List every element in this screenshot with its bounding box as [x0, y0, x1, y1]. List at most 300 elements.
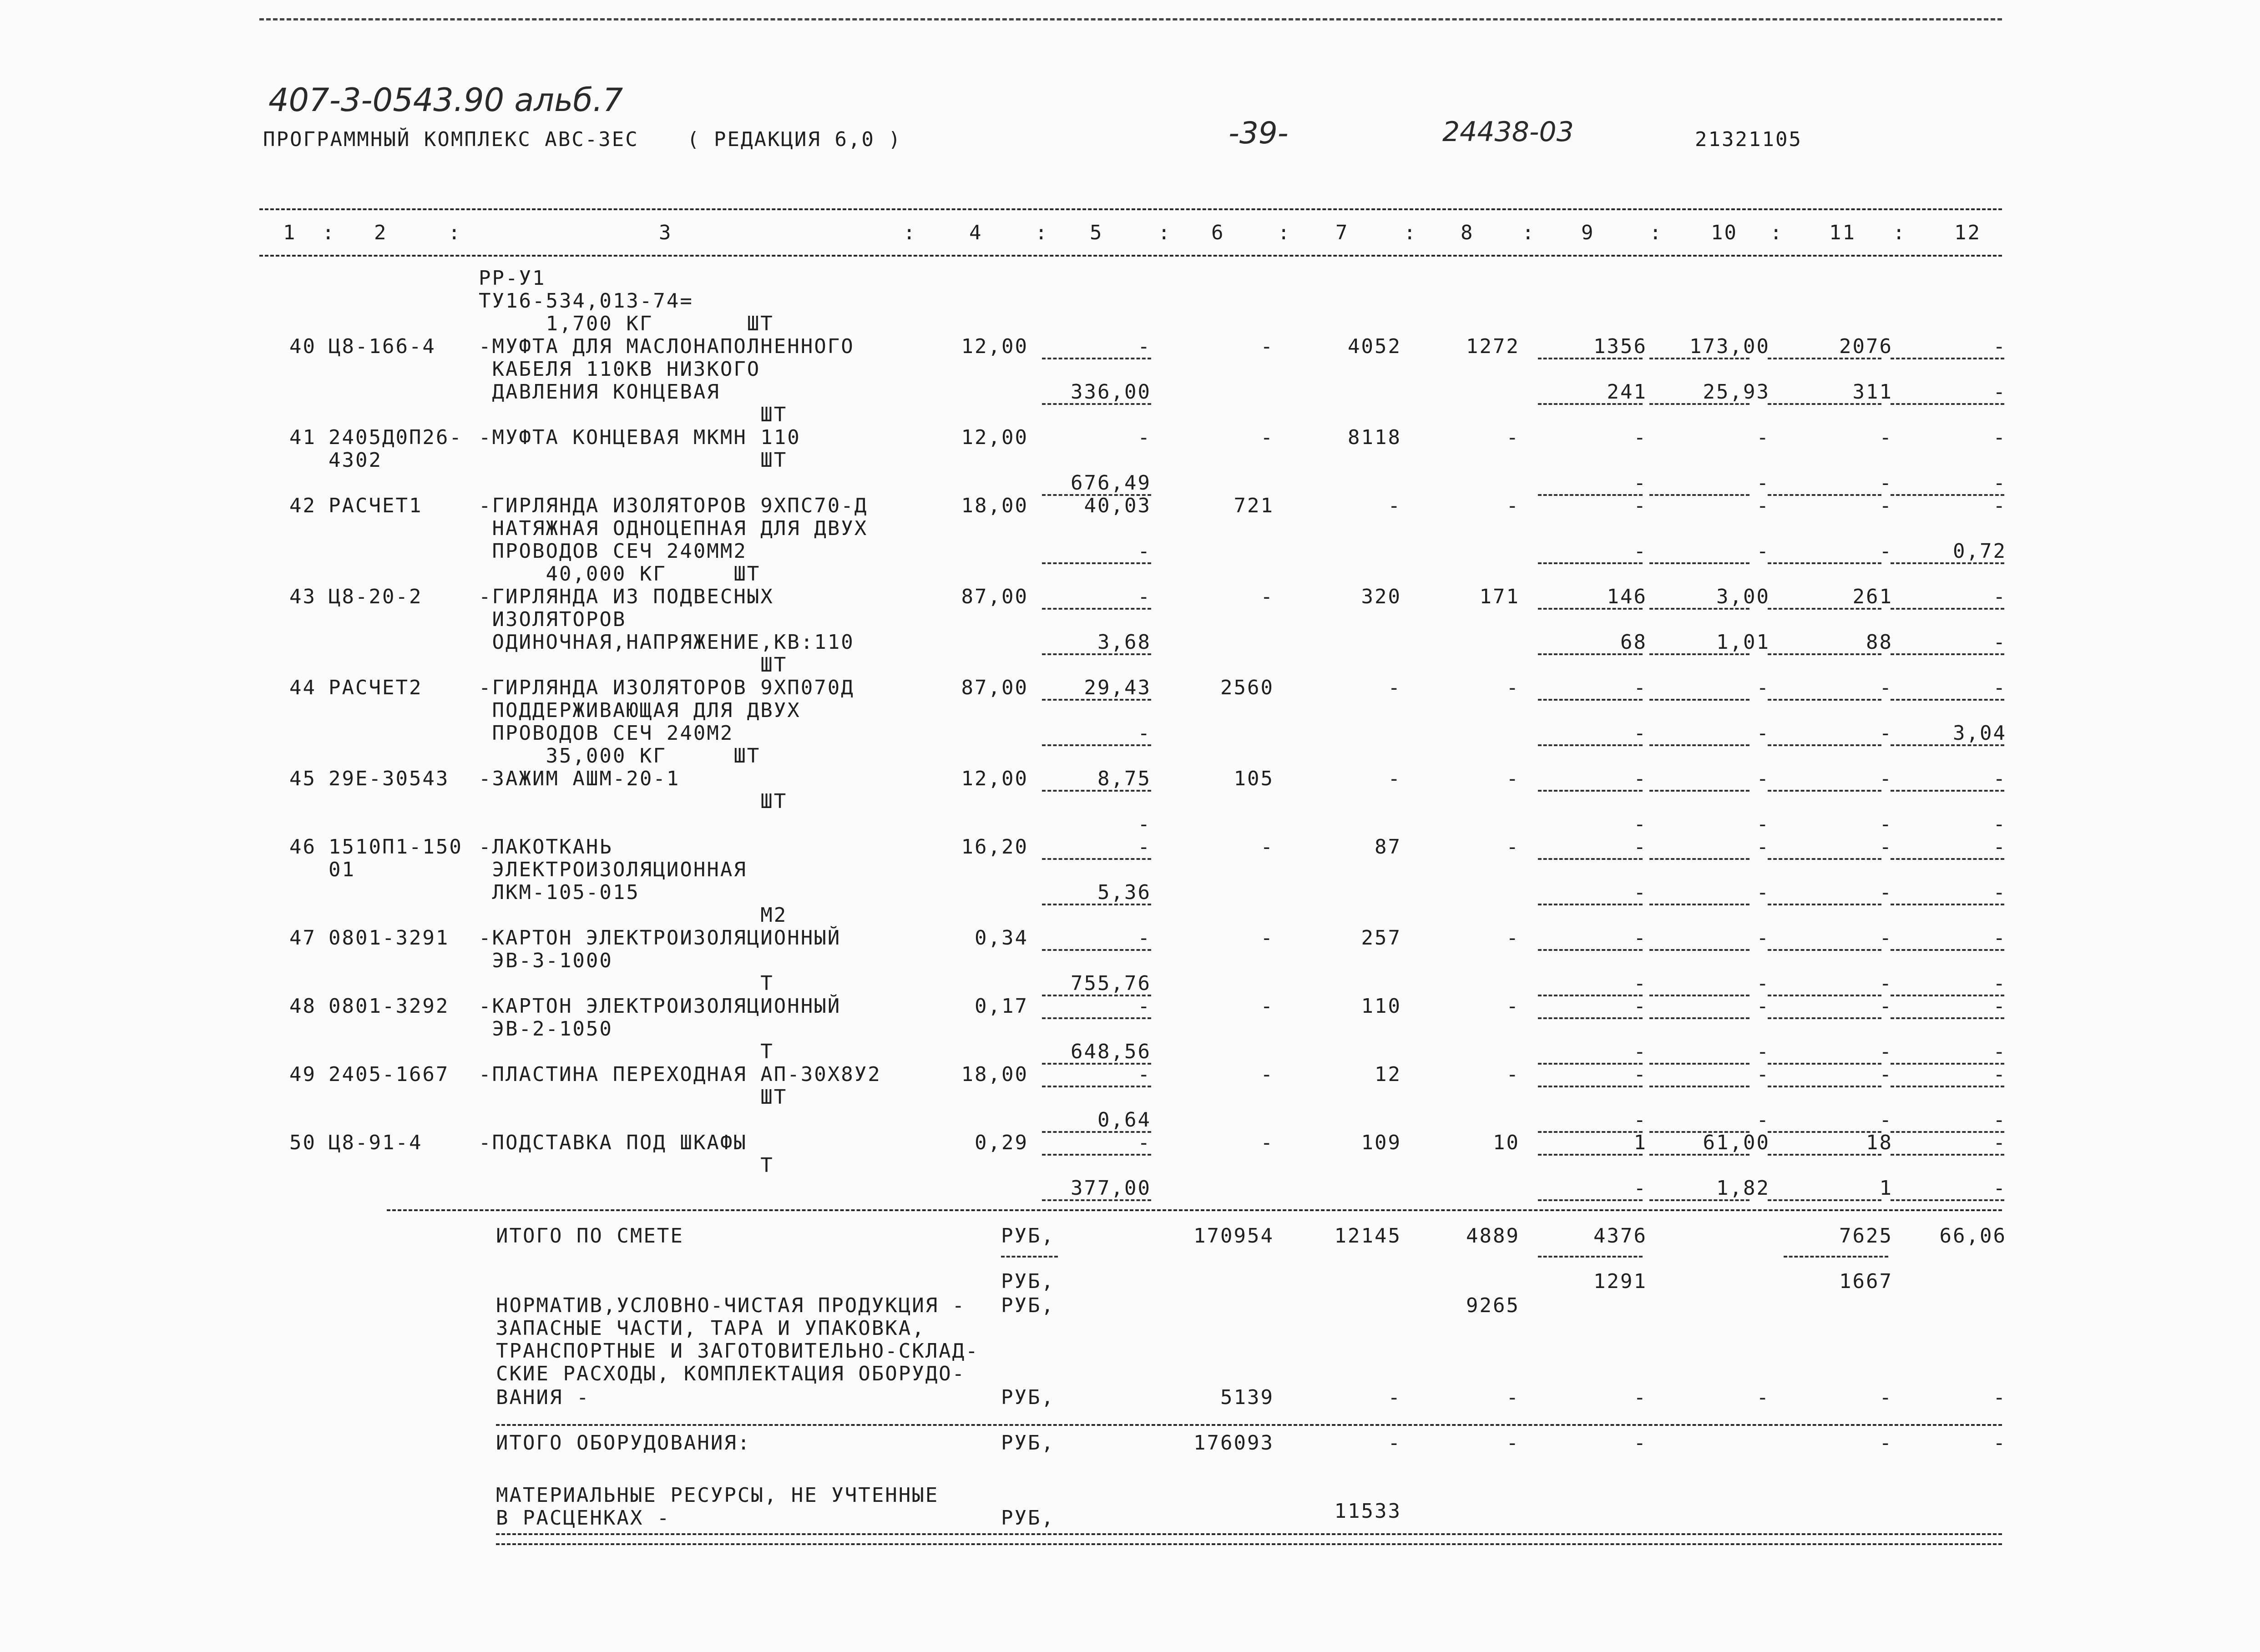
dash-col8: -: [1506, 1431, 1520, 1455]
materials-col7: 11533: [1334, 1500, 1401, 1523]
cell-col4: 87,00: [961, 676, 1028, 699]
cell-col6: -: [1260, 835, 1274, 859]
cell-separator: [1042, 1017, 1151, 1019]
cell-separator: [1042, 1199, 1151, 1201]
cell-col11: -: [1879, 471, 1893, 495]
cell-separator: [1042, 358, 1151, 359]
cell-col5: 755,76: [1071, 972, 1151, 995]
cell-separator: [1042, 403, 1151, 405]
cell-col5: -: [1138, 585, 1151, 608]
cell-col12: -: [1993, 926, 2007, 950]
cell-col11: -: [1879, 426, 1893, 449]
cell-col3: 40,000 КГ ШТ: [479, 562, 761, 586]
cell-separator: [1891, 1017, 2004, 1019]
cell-col4: 0,34: [975, 926, 1028, 950]
dash-col7: -: [1388, 1386, 1401, 1409]
column-header-separator: :: [903, 221, 917, 244]
cell-col9: -: [1633, 926, 1647, 950]
cell-separator: [1768, 403, 1881, 405]
cell-col10: -: [1756, 767, 1770, 790]
cell-col11: -: [1879, 813, 1893, 836]
cell-col10: -: [1756, 471, 1770, 495]
total-col6: 170954: [1193, 1224, 1274, 1248]
cell-separator: [1042, 699, 1151, 701]
cell-separator: [1042, 858, 1151, 860]
cell-col11: -: [1879, 676, 1893, 699]
cell-col9: 1356: [1593, 335, 1647, 358]
cell-separator: [1768, 608, 1881, 610]
cell-col5: 336,00: [1071, 380, 1151, 404]
cell-col2: 2405-1667: [329, 1063, 450, 1086]
cell-separator: [1891, 358, 2004, 359]
cell-col3: 1,700 КГ ШТ: [479, 312, 774, 335]
cell-separator: [1768, 995, 1881, 996]
cell-separator: [1891, 494, 2004, 496]
column-header-separator: :: [1158, 221, 1172, 244]
cell-separator: [1768, 949, 1881, 951]
cell-col9: -: [1633, 1108, 1647, 1132]
cell-col2: 01: [329, 858, 355, 881]
cell-col10: -: [1756, 926, 1770, 950]
cell-col3: 35,000 КГ ШТ: [479, 744, 761, 768]
cell-col3: КАБЕЛЯ 110КВ НИЗКОГО: [479, 358, 761, 381]
cell-separator: [1649, 653, 1749, 655]
cell-col3: ПРОВОДОВ СЕЧ 240М2: [479, 722, 734, 745]
cell-col11: 2076: [1839, 335, 1893, 358]
cell-separator: [1538, 358, 1643, 359]
cell-col7: -: [1388, 494, 1401, 517]
cell-separator: [1768, 699, 1881, 701]
materials-unit: РУБ,: [1001, 1506, 1055, 1530]
cell-col11: -: [1879, 972, 1893, 995]
column-header-separator: :: [1893, 221, 1906, 244]
cell-separator: [1891, 904, 2004, 905]
column-header-separator: :: [1278, 221, 1291, 244]
cell-col1: 49: [289, 1063, 316, 1086]
cell-col10: -: [1756, 722, 1770, 745]
cell-col3: -КАРТОН ЭЛЕКТРОИЗОЛЯЦИОННЫЙ: [479, 926, 841, 950]
cell-separator: [1649, 949, 1749, 951]
cell-separator: [1891, 995, 2004, 996]
cell-separator: [1649, 608, 1749, 610]
cell-col9: -: [1633, 471, 1647, 495]
cell-separator: [1538, 1131, 1643, 1133]
materials-label-1: МАТЕРИАЛЬНЫЕ РЕСУРСЫ, НЕ УЧТЕННЫЕ: [496, 1484, 939, 1507]
cell-col7: 110: [1361, 995, 1401, 1018]
cell-col3: -ЗАЖИМ АШМ-20-1: [479, 767, 680, 790]
cell-separator: [1538, 1017, 1643, 1019]
cell-col3: ПРОВОДОВ СЕЧ 240ММ2: [479, 540, 747, 563]
cell-col12: -: [1993, 426, 2007, 449]
cell-col9: -: [1633, 835, 1647, 859]
cell-col12: -: [1993, 881, 2007, 904]
cell-col11: -: [1879, 1040, 1893, 1063]
cell-col5: -: [1138, 722, 1151, 745]
cell-separator: [1891, 949, 2004, 951]
cell-col12: -: [1993, 995, 2007, 1018]
column-header-6: 6: [1211, 221, 1225, 244]
dash-col9: -: [1633, 1431, 1647, 1455]
cell-col3: ОДИНОЧНАЯ,НАПРЯЖЕНИЕ,КВ:110: [479, 631, 854, 654]
page-number: -39-: [1229, 116, 1289, 151]
cell-col1: 47: [289, 926, 316, 950]
cell-col6: -: [1260, 426, 1274, 449]
cell-col10: -: [1756, 1108, 1770, 1132]
cell-separator: [1649, 790, 1749, 792]
cell-separator: [1042, 1154, 1151, 1156]
cell-separator: [1538, 995, 1643, 996]
cell-col1: 41: [289, 426, 316, 449]
cell-col5: 5,36: [1097, 881, 1151, 904]
cell-col5: -: [1138, 835, 1151, 859]
column-header-separator: :: [1649, 221, 1663, 244]
cell-col9: -: [1633, 881, 1647, 904]
cell-col4: 0,29: [975, 1131, 1028, 1154]
cell-col11: 18: [1866, 1131, 1893, 1154]
column-header-separator: :: [1404, 221, 1417, 244]
cell-col12: -: [1993, 1131, 2007, 1154]
cell-col5: 377,00: [1071, 1177, 1151, 1200]
cell-col2: 0801-3292: [329, 995, 450, 1018]
cell-separator: [1538, 562, 1643, 564]
cell-col9: -: [1633, 1063, 1647, 1086]
cell-separator: [1891, 1086, 2004, 1087]
norm-unit: РУБ,: [1001, 1294, 1055, 1317]
cell-col10: 25,93: [1703, 380, 1770, 404]
cell-col8: -: [1506, 494, 1520, 517]
cell-col10: -: [1756, 1063, 1770, 1086]
cell-col6: -: [1260, 1063, 1274, 1086]
cell-col11: -: [1879, 722, 1893, 745]
cell-col8: -: [1506, 1063, 1520, 1086]
cell-col3: -КАРТОН ЭЛЕКТРОИЗОЛЯЦИОННЫЙ: [479, 995, 841, 1018]
cell-col3: -МУФТА КОНЦЕВАЯ МКМН 110: [479, 426, 801, 449]
cell-col9: -: [1633, 494, 1647, 517]
cell-col5: -: [1138, 926, 1151, 950]
cell-separator: [1042, 995, 1151, 996]
dash-col10: -: [1756, 1386, 1770, 1409]
cell-separator: [1538, 790, 1643, 792]
cell-col9: -: [1633, 1040, 1647, 1063]
column-header-separator: :: [322, 221, 336, 244]
cell-col7: -: [1388, 767, 1401, 790]
cell-col7: 12: [1375, 1063, 1401, 1086]
cell-separator: [1768, 1199, 1881, 1201]
cell-separator: [1768, 790, 1881, 792]
cell-col3: РР-У1: [479, 267, 546, 290]
cell-col11: -: [1879, 540, 1893, 563]
cell-col11: -: [1879, 494, 1893, 517]
cell-separator: [1538, 494, 1643, 496]
cell-separator: [1891, 562, 2004, 564]
cell-col6: -: [1260, 995, 1274, 1018]
cell-col10: -: [1756, 835, 1770, 859]
dash-col8: -: [1506, 1386, 1520, 1409]
cell-col5: -: [1138, 1063, 1151, 1086]
cell-col3: -ГИРЛЯНДА ИЗ ПОДВЕСНЫХ: [479, 585, 774, 608]
cell-separator: [1042, 904, 1151, 905]
cell-separator: [1649, 699, 1749, 701]
handwritten-document-code: 407-3-0543.90 альб.7: [268, 81, 623, 119]
cell-col12: -: [1993, 585, 2007, 608]
cell-separator: [1649, 1131, 1749, 1133]
cell-col12: -: [1993, 1063, 2007, 1086]
cell-col10: -: [1756, 1040, 1770, 1063]
cell-col10: 3,00: [1716, 585, 1770, 608]
column-header-separator: :: [1035, 221, 1049, 244]
cell-col5: 648,56: [1071, 1040, 1151, 1063]
cell-col12: -: [1993, 380, 2007, 404]
cell-col3: -ПОДСТАВКА ПОД ШКАФЫ: [479, 1131, 747, 1154]
cell-col12: -: [1993, 813, 2007, 836]
total-col9: 4376: [1593, 1224, 1647, 1248]
cell-col3: ЭЛЕКТРОИЗОЛЯЦИОННАЯ: [479, 858, 747, 881]
cell-col4: 0,17: [975, 995, 1028, 1018]
cell-col2: Ц8-166-4: [329, 335, 436, 358]
cell-col3: ШТ: [479, 403, 788, 426]
cell-col9: 1: [1633, 1131, 1647, 1154]
cell-col11: -: [1879, 1108, 1893, 1132]
equipment-total-col6: 176093: [1193, 1431, 1274, 1455]
cell-col8: -: [1506, 426, 1520, 449]
norm-col8: 9265: [1466, 1294, 1520, 1317]
cell-col7: -: [1388, 676, 1401, 699]
cell-separator: [1538, 1063, 1643, 1065]
total-col7: 12145: [1334, 1224, 1401, 1248]
materials-rule-2: [496, 1543, 2002, 1545]
cell-col2: 4302: [329, 449, 382, 472]
equipment-total-label: ИТОГО ОБОРУДОВАНИЯ:: [496, 1431, 751, 1455]
cell-col7: 109: [1361, 1131, 1401, 1154]
cell-col9: -: [1633, 767, 1647, 790]
cell-separator: [1649, 858, 1749, 860]
cell-separator: [1042, 949, 1151, 951]
cell-col3: -ГИРЛЯНДА ИЗОЛЯТОРОВ 9ХПС70-Д: [479, 494, 868, 517]
cell-separator: [1768, 1131, 1881, 1133]
cell-separator: [1649, 744, 1749, 746]
cell-col11: -: [1879, 767, 1893, 790]
cell-separator: [1538, 403, 1643, 405]
cell-col4: 16,20: [961, 835, 1028, 859]
total-sep-unit: [1001, 1256, 1058, 1258]
cell-col7: 4052: [1348, 335, 1401, 358]
dash-col11: -: [1879, 1386, 1893, 1409]
cell-col10: -: [1756, 494, 1770, 517]
column-header-8: 8: [1461, 221, 1474, 244]
cell-separator: [1891, 699, 2004, 701]
cell-col2: РАСЧЕТ1: [329, 494, 423, 517]
cell-col8: -: [1506, 926, 1520, 950]
cell-separator: [1042, 744, 1151, 746]
column-header-separator: :: [448, 221, 462, 244]
cell-col3: -ГИРЛЯНДА ИЗОЛЯТОРОВ 9ХП070Д: [479, 676, 854, 699]
cell-separator: [1042, 562, 1151, 564]
cell-col9: -: [1633, 540, 1647, 563]
cell-separator: [1649, 1086, 1749, 1087]
cell-separator: [1768, 1086, 1881, 1087]
cell-col4: 18,00: [961, 1063, 1028, 1086]
cell-separator: [1768, 1154, 1881, 1156]
cell-col3: ТУ16-534,013-74=: [479, 289, 693, 313]
cell-separator: [1891, 403, 2004, 405]
equipment-total-unit: РУБ,: [1001, 1431, 1055, 1455]
cell-separator: [1891, 744, 2004, 746]
cell-separator: [1538, 744, 1643, 746]
cell-col6: 2560: [1220, 676, 1274, 699]
column-header-1: 1: [283, 221, 297, 244]
spare-col6: 5139: [1220, 1386, 1274, 1409]
dash-col12: -: [1993, 1386, 2007, 1409]
dash-col12: -: [1993, 1431, 2007, 1455]
cell-col9: -: [1633, 995, 1647, 1018]
cell-col3: М2: [479, 904, 788, 927]
cell-col3: ЛКМ-105-015: [479, 881, 640, 904]
cell-separator: [1891, 1154, 2004, 1156]
cell-separator: [1042, 494, 1151, 496]
spare-label-2: ТРАНСПОРТНЫЕ И ЗАГОТОВИТЕЛЬНО-СКЛАД-: [496, 1339, 979, 1363]
cell-col10: 1,82: [1716, 1177, 1770, 1200]
cell-separator: [1538, 699, 1643, 701]
cell-col3: -ЛАКОТКАНЬ: [479, 835, 613, 859]
cell-separator: [1891, 608, 2004, 610]
cell-col8: -: [1506, 995, 1520, 1018]
cell-col8: 1272: [1466, 335, 1520, 358]
cell-col6: -: [1260, 585, 1274, 608]
cell-col5: -: [1138, 426, 1151, 449]
cell-col10: -: [1756, 972, 1770, 995]
cell-separator: [1649, 494, 1749, 496]
cell-separator: [1768, 858, 1881, 860]
cell-col12: -: [1993, 494, 2007, 517]
cell-col3: ДАВЛЕНИЯ КОНЦЕВАЯ: [479, 380, 720, 404]
cell-separator: [1768, 653, 1881, 655]
cell-separator: [1042, 1063, 1151, 1065]
cell-col1: 40: [289, 335, 316, 358]
cell-col11: -: [1879, 926, 1893, 950]
dash-col7: -: [1388, 1431, 1401, 1455]
cell-col3: ЭВ-2-1050: [479, 1017, 613, 1041]
total2-unit: РУБ,: [1001, 1270, 1055, 1293]
cell-separator: [1042, 790, 1151, 792]
cell-col3: ШТ: [479, 653, 788, 677]
cell-separator: [1891, 1131, 2004, 1133]
cell-col12: -: [1993, 1108, 2007, 1132]
cell-separator: [1538, 653, 1643, 655]
cell-separator: [1042, 653, 1151, 655]
total2-col9: 1291: [1593, 1270, 1647, 1293]
cell-col5: -: [1138, 813, 1151, 836]
cell-separator: [1649, 562, 1749, 564]
cell-separator: [1649, 904, 1749, 905]
cell-col12: -: [1993, 835, 2007, 859]
cell-col1: 45: [289, 767, 316, 790]
cell-separator: [1891, 790, 2004, 792]
cell-separator: [1768, 358, 1881, 359]
cell-col12: 0,72: [1953, 540, 2007, 563]
cell-separator: [1042, 608, 1151, 610]
cell-col10: -: [1756, 995, 1770, 1018]
cell-separator: [1042, 1086, 1151, 1087]
total-unit: РУБ,: [1001, 1224, 1055, 1248]
spare-unit: РУБ,: [1001, 1386, 1055, 1409]
cell-col4: 87,00: [961, 585, 1028, 608]
cell-separator: [1649, 1199, 1749, 1201]
cell-separator: [1649, 995, 1749, 996]
cell-separator: [1768, 904, 1881, 905]
dash-col11: -: [1879, 1431, 1893, 1455]
cell-col8: -: [1506, 676, 1520, 699]
norm-label: НОРМАТИВ,УСЛОВНО-ЧИСТАЯ ПРОДУКЦИЯ -: [496, 1294, 966, 1317]
total-sep-col11: [1784, 1256, 1888, 1258]
cell-col4: 12,00: [961, 767, 1028, 790]
cell-col3: ШТ: [479, 790, 788, 813]
cell-col5: 676,49: [1071, 471, 1151, 495]
cell-col11: 261: [1852, 585, 1893, 608]
record-id: 21321105: [1695, 128, 1802, 151]
cell-separator: [1538, 904, 1643, 905]
cell-col7: 87: [1375, 835, 1401, 859]
cell-col12: -: [1993, 676, 2007, 699]
cell-col10: 61,00: [1703, 1131, 1770, 1154]
cell-col2: 0801-3291: [329, 926, 450, 950]
cell-col12: 3,04: [1953, 722, 2007, 745]
cell-col3: ШТ: [479, 449, 788, 472]
cell-col3: Т: [479, 1040, 774, 1063]
cell-col6: -: [1260, 335, 1274, 358]
cell-separator: [1538, 949, 1643, 951]
cell-col9: 68: [1620, 631, 1647, 654]
total-col12: 66,06: [1939, 1224, 2007, 1248]
cell-col1: 42: [289, 494, 316, 517]
cell-separator: [1891, 1199, 2004, 1201]
cell-separator: [1538, 858, 1643, 860]
total2-col11: 1667: [1839, 1270, 1893, 1293]
column-header-4: 4: [969, 221, 983, 244]
column-header-2: 2: [374, 221, 388, 244]
cell-col5: 29,43: [1084, 676, 1151, 699]
cell-col5: 8,75: [1097, 767, 1151, 790]
cell-col2: Ц8-20-2: [329, 585, 423, 608]
spare-label-4: ВАНИЯ -: [496, 1386, 590, 1409]
cell-col3: Т: [479, 972, 774, 995]
cell-col9: -: [1633, 1177, 1647, 1200]
cell-col9: -: [1633, 426, 1647, 449]
cell-col12: -: [1993, 631, 2007, 654]
column-header-10: 10: [1711, 221, 1738, 244]
cell-col12: -: [1993, 335, 2007, 358]
column-header-separator: :: [1522, 221, 1536, 244]
cell-col6: 105: [1234, 767, 1274, 790]
cell-col8: -: [1506, 835, 1520, 859]
cell-separator: [1891, 653, 2004, 655]
total-col11: 7625: [1839, 1224, 1893, 1248]
cell-col3: -ПЛАСТИНА ПЕРЕХОДНАЯ АП-30Х8У2: [479, 1063, 881, 1086]
cell-separator: [1649, 358, 1749, 359]
total-sep-col9: [1538, 1256, 1643, 1258]
cell-separator: [1538, 1154, 1643, 1156]
column-header-3: 3: [659, 221, 672, 244]
cell-col11: 88: [1866, 631, 1893, 654]
cell-col5: -: [1138, 335, 1151, 358]
cell-separator: [1042, 1131, 1151, 1133]
cell-col1: 44: [289, 676, 316, 699]
cell-col12: -: [1993, 1040, 2007, 1063]
cell-col6: -: [1260, 1131, 1274, 1154]
cell-col7: 320: [1361, 585, 1401, 608]
cell-col1: 48: [289, 995, 316, 1018]
cell-col7: 8118: [1348, 426, 1401, 449]
program-title: ПРОГРАММНЫЙ КОМПЛЕКС АВС-3ЕС: [263, 128, 639, 151]
